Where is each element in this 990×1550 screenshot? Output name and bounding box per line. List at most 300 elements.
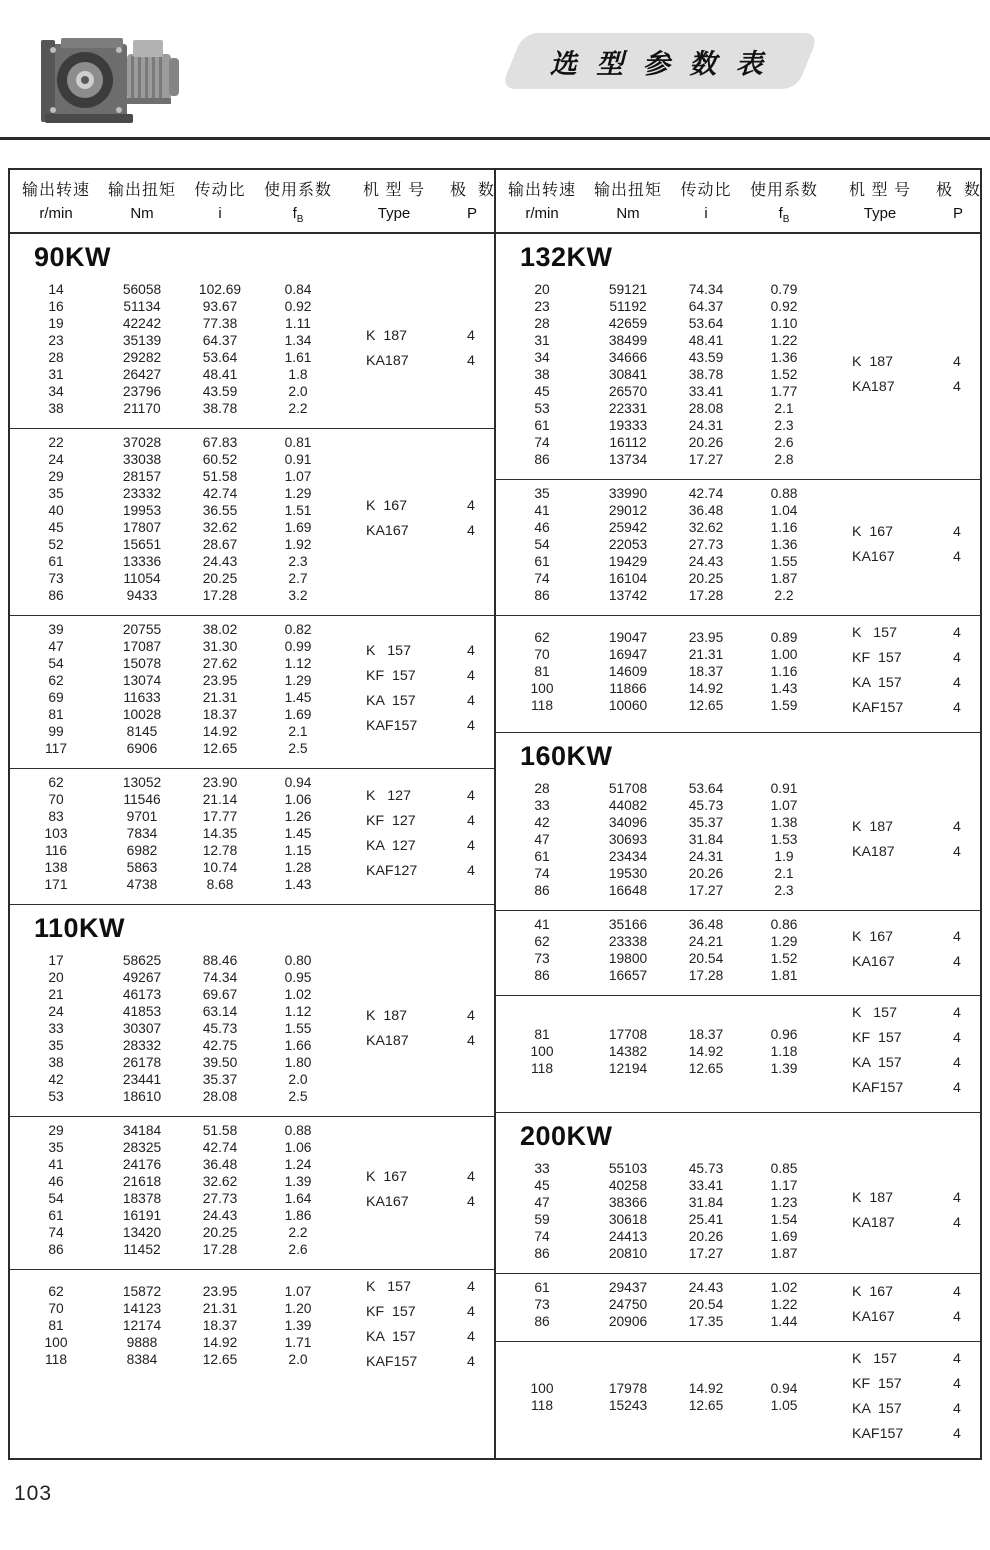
- ratio-cell: 14.92: [202, 1334, 238, 1350]
- ratio-cell: 53.64: [202, 350, 238, 365]
- table-row: [496, 882, 824, 899]
- ratio-cell: 43.59: [688, 350, 724, 365]
- table-row: [496, 451, 824, 468]
- table-block: [496, 1273, 980, 1341]
- table-row: [10, 570, 338, 587]
- table-row: [10, 383, 338, 400]
- pole-count: 4: [953, 1190, 961, 1206]
- output-torque-cell: 17807: [122, 520, 162, 535]
- output-torque-cell: 9433: [126, 588, 158, 603]
- type-row: [824, 1305, 980, 1330]
- ratio-cell: 25.41: [688, 1212, 724, 1227]
- output-speed-cell: 47: [534, 832, 550, 847]
- output-speed-cell: 86: [48, 1242, 64, 1257]
- output-torque-cell: 16112: [609, 435, 647, 450]
- output-torque-cell: 24750: [608, 1297, 648, 1312]
- table-row: [496, 967, 824, 984]
- ratio-cell: 48.41: [202, 367, 238, 382]
- output-speed-cell: 103: [44, 826, 68, 841]
- output-torque-cell: 9701: [126, 809, 158, 824]
- ratio-cell: 23.95: [202, 673, 238, 688]
- table-row: [496, 1279, 824, 1296]
- table-row: [10, 1241, 338, 1258]
- output-speed-cell: 74: [534, 866, 550, 881]
- output-torque-cell: 35139: [122, 333, 162, 348]
- model-type-label: K 167: [366, 1169, 408, 1185]
- output-torque-cell: 4738: [126, 877, 158, 892]
- output-torque-cell: 38366: [608, 1195, 648, 1210]
- table-row: [10, 553, 338, 570]
- table-row: [10, 621, 338, 638]
- output-torque-cell: 11054: [123, 571, 161, 586]
- output-speed-cell: 100: [530, 1381, 554, 1396]
- ratio-cell: 36.48: [202, 1157, 238, 1172]
- output-torque-cell: 59121: [608, 282, 648, 297]
- data-rows: [10, 952, 338, 1105]
- pole-count: 4: [953, 625, 961, 641]
- ratio-cell: 27.62: [202, 656, 238, 671]
- pole-count: 4: [953, 1030, 961, 1046]
- ratio-cell: 12.65: [688, 697, 724, 713]
- output-speed-cell: 62: [534, 629, 550, 645]
- ratio-cell: 32.62: [202, 1174, 238, 1189]
- table-row: [10, 536, 338, 553]
- table-row: [10, 723, 338, 740]
- output-torque-cell: 14123: [122, 1300, 162, 1316]
- ratio-cell: 24.21: [688, 934, 724, 949]
- power-section: [10, 904, 494, 1386]
- output-torque-cell: 23441: [122, 1072, 162, 1087]
- output-torque-cell: 20810: [608, 1246, 648, 1261]
- service-factor-cell: 1.06: [284, 792, 312, 807]
- output-torque-cell: 11546: [123, 792, 161, 807]
- output-torque-cell: 29282: [122, 350, 162, 365]
- type-column: [824, 815, 980, 865]
- service-factor-cell: 1.16: [770, 520, 798, 535]
- output-torque-cell: 16191: [122, 1208, 162, 1223]
- output-speed-cell: 61: [534, 1280, 550, 1295]
- output-speed-cell: 20: [534, 282, 550, 297]
- output-torque-cell: 16104: [608, 571, 648, 586]
- type-row: [824, 840, 980, 865]
- table-row: [10, 1156, 338, 1173]
- output-torque-cell: 20755: [122, 622, 162, 637]
- type-row: [824, 1347, 980, 1372]
- model-type-label: K 157: [366, 1279, 411, 1295]
- table-row: [10, 986, 338, 1003]
- model-type-label: K 187: [852, 1190, 894, 1206]
- output-torque-cell: 33038: [122, 452, 162, 467]
- type-row: [824, 621, 980, 646]
- table-row: [496, 536, 824, 553]
- output-torque-cell: 29437: [608, 1280, 648, 1295]
- service-factor-cell: 1.87: [770, 1246, 798, 1261]
- ratio-cell: 12.65: [688, 1398, 724, 1413]
- service-factor-cell: 1.20: [284, 1300, 312, 1316]
- ratio-cell: 51.58: [202, 1123, 238, 1138]
- output-speed-cell: 34: [534, 350, 550, 365]
- output-speed-cell: 61: [48, 554, 64, 569]
- pole-count: 4: [467, 1169, 475, 1185]
- type-column: [338, 639, 494, 739]
- table-row: [10, 952, 338, 969]
- model-type-label: K 187: [366, 1007, 408, 1024]
- model-type-label: KA187: [852, 843, 895, 860]
- ratio-cell: 28.67: [202, 537, 238, 552]
- ratio-cell: 17.28: [688, 588, 724, 603]
- output-torque-cell: 44082: [608, 798, 648, 813]
- model-type-label: KF 157: [852, 1376, 902, 1392]
- ratio-cell: 20.25: [202, 571, 238, 586]
- output-torque-cell: 34184: [122, 1123, 162, 1138]
- output-torque-cell: 51192: [609, 299, 647, 314]
- type-column: [824, 350, 980, 400]
- ratio-cell: 21.31: [202, 690, 238, 705]
- output-speed-cell: 138: [44, 860, 68, 875]
- output-torque-cell: 12194: [608, 1060, 648, 1076]
- table-row: [496, 366, 824, 383]
- table-block: [496, 479, 980, 615]
- table-row: [496, 315, 824, 332]
- section-title: 110KW: [34, 913, 126, 943]
- pole-count: 4: [953, 954, 961, 970]
- header-poles: 极 数 P: [450, 182, 495, 222]
- pole-count: 4: [953, 1005, 961, 1021]
- output-torque-cell: 58625: [122, 953, 162, 968]
- pole-count: 4: [953, 1426, 961, 1442]
- output-torque-cell: 26178: [122, 1055, 162, 1070]
- table-row: [10, 1207, 338, 1224]
- output-torque-cell: 30618: [608, 1212, 648, 1227]
- ratio-cell: 31.30: [202, 639, 238, 654]
- output-speed-cell: 62: [48, 775, 64, 790]
- output-speed-cell: 70: [48, 792, 64, 807]
- table-row: [496, 349, 824, 366]
- model-type-label: KAF157: [852, 1426, 904, 1442]
- output-torque-cell: 17087: [122, 639, 162, 654]
- service-factor-cell: 2.5: [288, 741, 308, 756]
- ratio-cell: 53.64: [688, 316, 724, 331]
- type-row: [824, 520, 980, 545]
- type-row: [824, 646, 980, 671]
- output-speed-cell: 69: [48, 690, 64, 705]
- service-factor-cell: 0.92: [770, 299, 798, 314]
- output-torque-cell: 19429: [608, 554, 648, 569]
- power-section: [10, 234, 494, 904]
- type-column: [824, 1347, 980, 1447]
- service-factor-cell: 0.96: [770, 1026, 798, 1042]
- table-left-half: [10, 170, 494, 1458]
- type-row: [338, 834, 494, 859]
- output-speed-cell: 46: [534, 520, 550, 535]
- service-factor-cell: 0.82: [284, 622, 312, 637]
- ratio-cell: 8.68: [206, 877, 234, 892]
- output-speed-cell: 16: [48, 299, 64, 314]
- table-block: [10, 947, 494, 1116]
- table-block: [10, 1269, 494, 1386]
- output-torque-cell: 19800: [608, 951, 648, 966]
- service-factor-cell: 1.61: [284, 350, 312, 365]
- service-factor-cell: 1.55: [284, 1021, 312, 1036]
- pole-count: 4: [953, 700, 961, 716]
- output-torque-cell: 7834: [126, 826, 158, 841]
- pole-count: 4: [467, 812, 475, 829]
- service-factor-cell: 1.29: [770, 934, 798, 949]
- output-speed-cell: 61: [534, 418, 550, 433]
- output-torque-cell: 33990: [608, 486, 648, 501]
- data-rows: [10, 1283, 338, 1368]
- type-row: [824, 375, 980, 400]
- service-factor-cell: 1.36: [770, 350, 798, 365]
- table-row: [10, 1173, 338, 1190]
- header-output-speed: 输出转速 r/min: [21, 182, 90, 222]
- output-speed-cell: 81: [48, 707, 64, 722]
- table-header-left: [10, 170, 494, 234]
- type-row: [338, 1300, 494, 1325]
- service-factor-cell: 0.91: [284, 452, 312, 467]
- service-factor-cell: 0.81: [284, 435, 312, 450]
- type-column: [338, 1004, 494, 1054]
- power-section: [496, 732, 980, 1112]
- output-torque-cell: 13074: [122, 673, 162, 688]
- service-factor-cell: 1.29: [284, 486, 312, 501]
- output-torque-cell: 5863: [126, 860, 158, 875]
- output-speed-cell: 116: [45, 843, 67, 858]
- pole-count: 4: [953, 1215, 961, 1231]
- table-row: [496, 680, 824, 697]
- output-speed-cell: 61: [48, 1208, 64, 1223]
- type-row: [824, 1280, 980, 1305]
- ratio-cell: 36.55: [202, 503, 238, 518]
- pole-count: 4: [467, 668, 475, 684]
- service-factor-cell: 1.04: [770, 503, 798, 518]
- header-output-torque: 输出扭矩 Nm: [107, 182, 176, 222]
- output-speed-cell: 28: [48, 350, 64, 365]
- service-factor-cell: 1.39: [770, 1060, 798, 1076]
- ratio-cell: 43.59: [202, 384, 238, 399]
- output-torque-cell: 8145: [126, 724, 158, 739]
- output-torque-cell: 19047: [608, 629, 648, 645]
- table-row: [10, 706, 338, 723]
- table-row: [10, 1122, 338, 1139]
- output-torque-cell: 30307: [122, 1021, 162, 1036]
- output-speed-cell: 22: [48, 435, 64, 450]
- output-speed-cell: 99: [48, 724, 64, 739]
- model-type-label: KA187: [852, 1215, 895, 1231]
- pole-count: 4: [953, 675, 961, 691]
- service-factor-cell: 2.1: [288, 724, 308, 739]
- output-torque-cell: 22053: [608, 537, 648, 552]
- service-factor-cell: 0.91: [770, 781, 798, 796]
- output-speed-cell: 86: [534, 1246, 550, 1261]
- service-factor-cell: 0.79: [770, 282, 798, 297]
- output-speed-cell: 70: [534, 646, 550, 662]
- ratio-cell: 17.77: [202, 809, 238, 824]
- output-speed-cell: 73: [534, 1297, 550, 1312]
- table-row: [496, 587, 824, 604]
- data-rows: [496, 1026, 824, 1077]
- ratio-cell: 17.27: [688, 883, 724, 898]
- ratio-cell: 42.74: [202, 486, 238, 501]
- table-row: [496, 417, 824, 434]
- table-block: [10, 428, 494, 615]
- model-type-label: K 187: [852, 353, 894, 370]
- table-row: [496, 1043, 824, 1060]
- output-torque-cell: 13420: [122, 1225, 162, 1240]
- output-speed-cell: 23: [48, 333, 64, 348]
- ratio-cell: 10.74: [202, 860, 238, 875]
- output-speed-cell: 86: [534, 968, 550, 983]
- header-divider-rule: [0, 137, 990, 140]
- service-factor-cell: 1.45: [284, 690, 312, 705]
- output-speed-cell: 118: [531, 1398, 553, 1413]
- output-speed-cell: 35: [534, 486, 550, 501]
- service-factor-cell: 2.3: [774, 418, 794, 433]
- table-row: [496, 797, 824, 814]
- model-type-label: KA167: [852, 954, 895, 970]
- ratio-cell: 20.54: [688, 1297, 724, 1312]
- table-row: [496, 1160, 824, 1177]
- output-speed-cell: 52: [48, 537, 64, 552]
- table-block: [10, 1116, 494, 1269]
- output-speed-cell: 81: [534, 1026, 550, 1042]
- type-row: [824, 1397, 980, 1422]
- header-ratio: 传动比 i: [680, 182, 732, 222]
- model-type-label: KA167: [366, 523, 409, 539]
- service-factor-cell: 2.2: [774, 588, 794, 603]
- service-factor-cell: 2.2: [288, 401, 308, 416]
- model-type-label: KA 157: [366, 693, 416, 709]
- output-speed-cell: 31: [534, 333, 550, 348]
- ratio-cell: 38.78: [202, 401, 238, 416]
- output-speed-cell: 47: [534, 1195, 550, 1210]
- ratio-cell: 12.78: [202, 843, 238, 858]
- service-factor-cell: 0.88: [284, 1123, 312, 1138]
- table-row: [10, 315, 338, 332]
- table-row: [10, 1003, 338, 1020]
- table-row: [496, 629, 824, 646]
- ratio-cell: 27.73: [688, 537, 724, 552]
- output-speed-cell: 74: [534, 435, 550, 450]
- output-torque-cell: 15078: [122, 656, 162, 671]
- output-torque-cell: 8384: [126, 1351, 158, 1367]
- table-block: [10, 276, 494, 428]
- output-speed-cell: 41: [534, 503, 550, 518]
- output-speed-cell: 74: [48, 1225, 64, 1240]
- output-speed-cell: 83: [48, 809, 64, 824]
- output-speed-cell: 35: [48, 1038, 64, 1053]
- output-speed-cell: 54: [48, 656, 64, 671]
- table-row: [10, 485, 338, 502]
- output-torque-cell: 24413: [608, 1229, 648, 1244]
- service-factor-cell: 1.44: [770, 1314, 798, 1329]
- pole-count: 4: [467, 718, 475, 734]
- ratio-cell: 69.67: [202, 987, 238, 1002]
- service-factor-cell: 1.24: [284, 1157, 312, 1172]
- ratio-cell: 35.37: [688, 815, 724, 830]
- model-type-label: KF 157: [852, 650, 902, 666]
- service-factor-cell: 1.34: [284, 333, 312, 348]
- header-model-type: 机 型 号 Type: [363, 182, 425, 222]
- output-torque-cell: 13336: [122, 554, 162, 569]
- service-factor-cell: 1.38: [770, 815, 798, 830]
- model-type-label: K 167: [852, 929, 894, 945]
- ratio-cell: 17.27: [688, 1246, 724, 1261]
- type-row: [824, 1186, 980, 1211]
- output-speed-cell: 24: [48, 1004, 64, 1019]
- output-speed-cell: 45: [534, 384, 550, 399]
- output-torque-cell: 10028: [122, 707, 162, 722]
- output-torque-cell: 38499: [608, 333, 648, 348]
- output-torque-cell: 6906: [126, 741, 158, 756]
- table-row: [496, 502, 824, 519]
- service-factor-cell: 1.22: [770, 1297, 798, 1312]
- table-row: [10, 638, 338, 655]
- ratio-cell: 18.37: [688, 1026, 724, 1042]
- output-torque-cell: 21618: [122, 1174, 162, 1189]
- ratio-cell: 48.41: [688, 333, 724, 348]
- ratio-cell: 74.34: [202, 970, 238, 985]
- output-speed-cell: 86: [48, 588, 64, 603]
- ratio-cell: 39.50: [202, 1055, 238, 1070]
- output-speed-cell: 21: [48, 987, 64, 1002]
- output-torque-cell: 18378: [122, 1191, 162, 1206]
- service-factor-cell: 2.6: [774, 435, 794, 450]
- output-speed-cell: 20: [48, 970, 64, 985]
- service-factor-cell: 1.69: [284, 707, 312, 722]
- table-row: [496, 1177, 824, 1194]
- table-row: [496, 485, 824, 502]
- ratio-cell: 32.62: [202, 520, 238, 535]
- ratio-cell: 102.69: [198, 282, 242, 297]
- output-speed-cell: 41: [534, 917, 550, 932]
- table-row: [496, 332, 824, 349]
- model-type-label: KA 157: [852, 675, 902, 691]
- table-row: [10, 434, 338, 451]
- data-rows: [496, 1160, 824, 1262]
- ratio-cell: 14.92: [688, 1381, 724, 1396]
- table-row: [10, 587, 338, 604]
- output-speed-cell: 54: [48, 1191, 64, 1206]
- table-row: [496, 1397, 824, 1414]
- output-torque-cell: 14382: [608, 1043, 648, 1059]
- output-torque-cell: 16657: [608, 968, 648, 983]
- pole-count: 4: [953, 523, 961, 540]
- service-factor-cell: 1.54: [770, 1212, 798, 1227]
- ratio-cell: 24.43: [202, 1208, 238, 1223]
- service-factor-cell: 1.05: [770, 1398, 798, 1413]
- ratio-cell: 17.28: [202, 1242, 238, 1257]
- gearmotor-photo: [35, 20, 187, 132]
- pole-count: 4: [953, 1283, 961, 1300]
- header-poles: 极 数 P: [936, 182, 981, 222]
- table-row: [496, 663, 824, 680]
- table-block: [10, 768, 494, 904]
- ratio-cell: 24.43: [688, 1280, 724, 1295]
- table-row: [10, 1054, 338, 1071]
- page-number: 103: [14, 1482, 53, 1505]
- ratio-cell: 64.37: [202, 333, 238, 348]
- model-type-label: KA187: [366, 353, 409, 369]
- table-row: [10, 1020, 338, 1037]
- output-torque-cell: 49267: [122, 970, 162, 985]
- service-factor-cell: 1.26: [284, 809, 312, 824]
- output-torque-cell: 55103: [608, 1161, 648, 1176]
- service-factor-cell: 1.92: [284, 537, 312, 552]
- output-speed-cell: 117: [45, 741, 67, 756]
- output-speed-cell: 19: [48, 316, 64, 331]
- output-torque-cell: 13052: [122, 775, 162, 790]
